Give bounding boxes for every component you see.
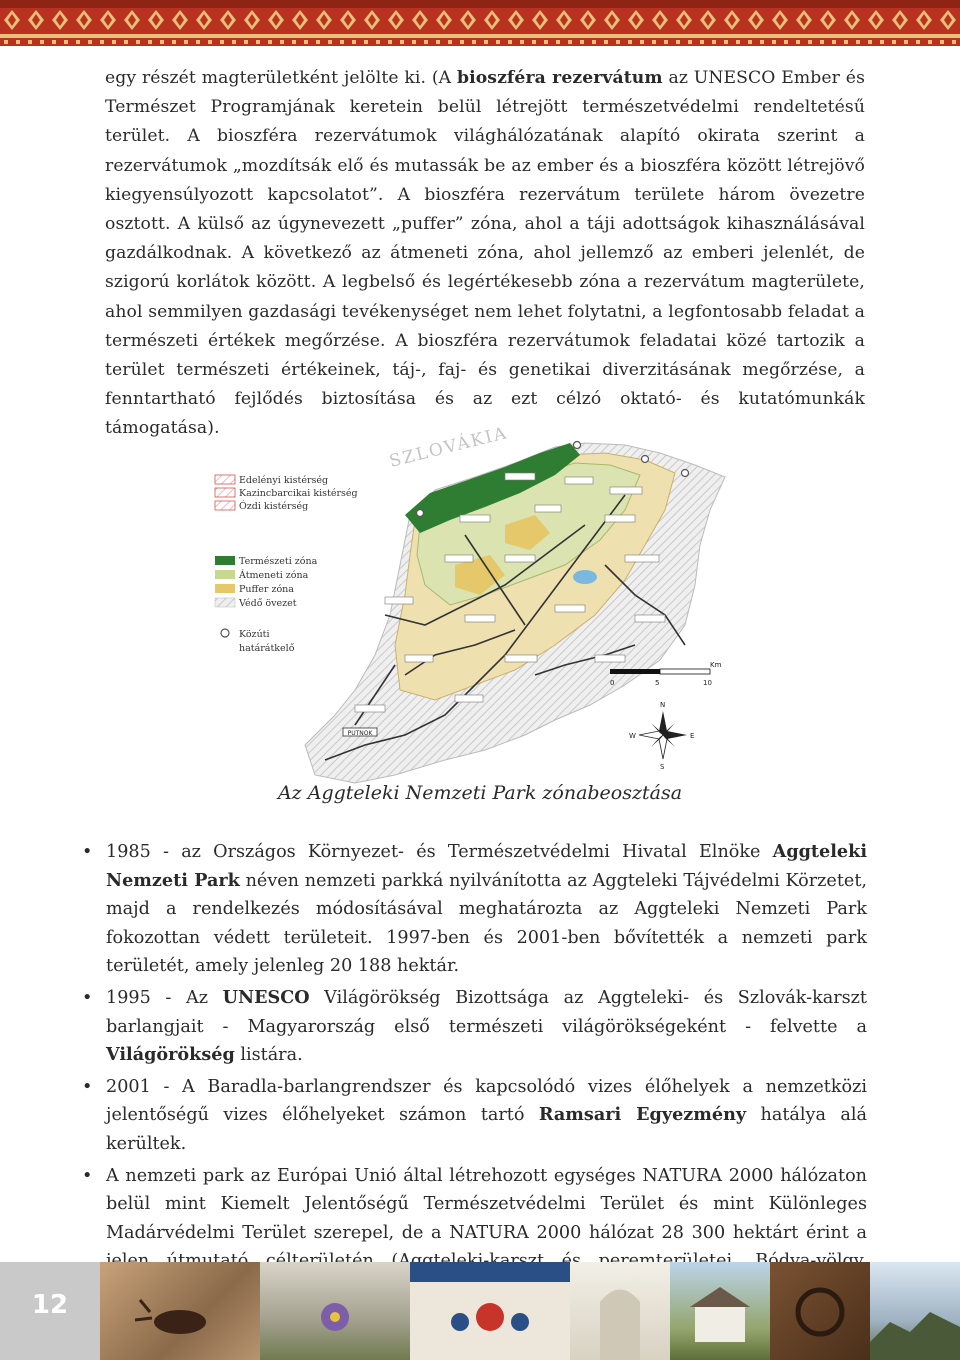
photo-flower — [260, 1262, 410, 1360]
town-label-putnok: PUTNOK — [347, 730, 373, 737]
zone-map-svg — [205, 415, 745, 790]
legend-zone-transition: Átmeneti zóna — [239, 570, 309, 581]
bullet-bold: Ramsari Egyezmény — [538, 1104, 747, 1126]
crossing-marker — [417, 510, 424, 517]
lake — [573, 570, 597, 584]
crossing-marker — [574, 442, 581, 449]
bullet-text: néven nemzeti parkká nyilvánította az Aggteleki Tájvédelmi Körzetet, majd a rendelkezés módosításával meghatározta az Aggteleki Nemzeti Park fokozottan védett területeit. 1997-ben és 2001-ben bővítették a nemzeti park területét, amely jelenleg 20 188 hektár. — [106, 870, 867, 977]
bullet-bold: UNESCO — [222, 986, 310, 1008]
photo-landscape — [870, 1262, 960, 1360]
list-item — [82, 1073, 867, 1159]
intro-bold-term: bioszféra rezervátum — [456, 68, 663, 88]
folk-pattern — [0, 0, 960, 46]
photo-door-knocker — [770, 1262, 870, 1360]
crossing-marker — [642, 456, 649, 463]
crossing-marker — [682, 470, 689, 477]
legend-region-3: Ózdi kistérség — [239, 501, 309, 512]
legend-crossing-1: Közúti — [239, 629, 270, 640]
bullet-text: hatálya alá kerültek. — [106, 1105, 867, 1154]
scale-tick-10: 10 — [703, 679, 712, 687]
bullet-text: 1985 - az Országos Környezet- és Természetvédelmi Hivatal Elnöke — [106, 842, 773, 862]
list-item — [82, 984, 867, 1070]
scale-unit: Km — [710, 661, 722, 669]
compass-n: N — [660, 701, 666, 709]
zone-map — [205, 415, 745, 790]
scale-tick-0: 0 — [610, 679, 615, 687]
bullet-bold: Világörökség — [106, 1044, 235, 1066]
compass-s: S — [660, 763, 665, 771]
bullet-icon: • — [82, 1076, 93, 1097]
map-caption: Az Aggteleki Nemzeti Park zónabeosztása — [277, 782, 683, 804]
bullet-bold: Aggteleki Nemzeti Park — [106, 841, 867, 891]
bullet-text: 1995 - Az — [106, 987, 223, 1008]
photo-white-wall — [570, 1262, 670, 1360]
legend-regions — [215, 475, 358, 512]
photo-stag-beetle — [100, 1262, 260, 1360]
legend-region-1: Edelényi kistérség — [239, 475, 329, 486]
country-label-slovakia: SZLOVÁKIA — [387, 423, 511, 472]
legend-crossing — [221, 629, 295, 654]
decorative-header-band — [0, 0, 960, 46]
bullet-icon: • — [82, 987, 93, 1008]
bullet-icon: • — [82, 842, 93, 862]
intro-paragraph — [105, 64, 865, 444]
footer-photo-strip — [0, 1262, 960, 1360]
bullet-text: 2001 - A Baradla-barlangrendszer és kapcsolódó vizes élőhelyek a nemzetközi jelentőségű vizes élőhelyeket számon tartó — [106, 1076, 867, 1126]
intro-text-2: az UNESCO Ember és Természet Programjának keretein belül létrejött természetvédelmi rendeltetésű terület. A bioszféra rezervátumok világhálózatának alapító okirata szerint a rezervátumok „mozdítsák elő és mutassák be az ember és a bioszféra között létrejövő kiegyensúlyozott kapcsolatot”. A bioszféra rezervátum területe három övezetre osztott. A külső az úgynevezett „puffer” zóna, ahol a táji adottságok kihasználásával gazdálkodnak. A következő az átmeneti zóna, ahol jellemző az emberi jelenlét, de szigorú korlátok között. A legbelső és legértékesebb zóna a rezervátum magterülete, ahol semmilyen gazdasági tevékenységet nem lehet folytatni, a legfontosabb feladat a természeti értékek megőrzése. A bioszféra rezervátumok feladatai közé tartozik a terület természeti értékeinek, táj-, faj- és genetikai diverzitásának megőrzése, a fenntartható fejlődés biztosítása és az ezt célzó oktató- és kutatómunkák támogatása). — [105, 68, 865, 439]
photo-folk-embroidery — [410, 1262, 570, 1360]
page-number-box — [0, 1262, 100, 1360]
legend-zone-protection: Védő övezet — [239, 598, 297, 609]
page-number: 12 — [31, 1290, 69, 1320]
legend-crossing-2: határátkelő — [239, 643, 295, 654]
bullet-icon: • — [82, 1165, 93, 1186]
bullet-text: Világörökség Bizottsága az Aggteleki- és Szlovák-karszt barlangjait - Magyarország első természeti világörökségeként - felvette a — [106, 987, 867, 1037]
compass-w: W — [629, 732, 636, 740]
legend-zone-natural: Természeti zóna — [239, 556, 318, 567]
compass-rose-icon — [629, 701, 694, 771]
intro-text-1: egy részét magterületként jelölte ki. (A — [105, 68, 457, 88]
legend-zones — [215, 556, 318, 609]
photo-house — [670, 1262, 770, 1360]
compass-e: E — [690, 732, 695, 740]
legend-zone-buffer: Puffer zóna — [239, 584, 294, 595]
legend-region-2: Kazincbarcikai kistérség — [239, 488, 358, 499]
bullet-text: A nemzeti park az Európai Unió által létrehozott egységes NATURA 2000 hálózaton belül mint Kiemelt Jelentőségű Természetvédelmi Terület és mint Különleges Madárvédelmi Terület szerepel, de a NATURA 2000 hálózat 28 300 hektárt érint a — [106, 1165, 867, 1243]
bullet-list — [82, 838, 867, 1308]
bullet-text: listára. — [234, 1045, 303, 1066]
list-item — [82, 838, 867, 981]
scale-tick-5: 5 — [655, 679, 660, 687]
crossing-icon — [221, 629, 229, 637]
